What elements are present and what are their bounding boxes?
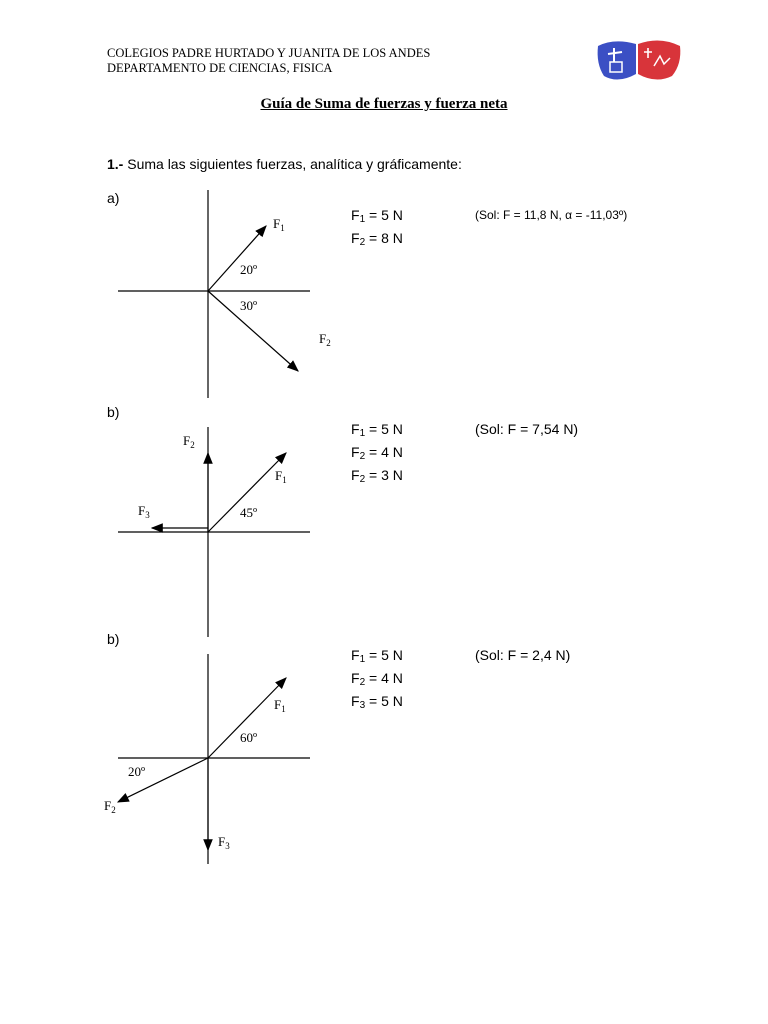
problem-a-label: a) bbox=[107, 190, 120, 206]
vector-label: $F_2$ bbox=[319, 331, 331, 348]
logo-blue-shield bbox=[598, 41, 636, 79]
vector-f1 bbox=[208, 678, 286, 758]
force-list-a bbox=[351, 206, 403, 252]
force-item: $F_3 = 5$ N bbox=[351, 693, 403, 711]
angle-label: 20º bbox=[240, 262, 258, 277]
angle-label: 30º bbox=[240, 298, 258, 313]
force-list-b2 bbox=[351, 646, 403, 715]
vector-label: $F_1$ bbox=[273, 216, 285, 233]
logo-red-shield bbox=[638, 40, 680, 79]
force-item: $F_1 = 5$ N bbox=[351, 207, 403, 225]
question-1 bbox=[107, 156, 462, 172]
problem-a-diagram bbox=[110, 188, 350, 403]
force-item: $F_2 = 3$ N bbox=[351, 467, 403, 485]
department-name: DEPARTAMENTO DE CIENCIAS, FISICA bbox=[107, 61, 333, 75]
solution-b2: (Sol: F = 2,4 N) bbox=[475, 647, 571, 663]
school-name: COLEGIOS PADRE HURTADO Y JUANITA DE LOS ANDES bbox=[107, 46, 431, 60]
question-number: 1.- bbox=[107, 156, 124, 172]
vector-f1 bbox=[208, 453, 286, 532]
problem-b1-diagram bbox=[110, 425, 350, 640]
vector-label: $F_1$ bbox=[274, 697, 286, 714]
force-item: $F_1 = 5$ N bbox=[351, 421, 403, 439]
force-item: $F_2 = 4$ N bbox=[351, 670, 403, 688]
solution-b1: (Sol: F = 7,54 N) bbox=[475, 421, 579, 437]
force-item: $F_1 = 5$ N bbox=[351, 647, 403, 665]
vector-label: $F_2$ bbox=[183, 433, 195, 450]
force-list-b1 bbox=[351, 420, 403, 489]
vector-label: $F_3$ bbox=[218, 834, 230, 851]
vector-f1 bbox=[208, 226, 266, 291]
vector-label: $F_1$ bbox=[275, 468, 287, 485]
page-title: Guía de Suma de fuerzas y fuerza neta bbox=[260, 96, 508, 112]
force-item: $F_2 = 4$ N bbox=[351, 444, 403, 462]
problem-b2-label: b) bbox=[107, 631, 120, 647]
angle-label: 45º bbox=[240, 505, 258, 520]
force-item: $F_2 = 8$ N bbox=[351, 230, 403, 248]
angle-label: 60º bbox=[240, 730, 258, 745]
school-logo bbox=[592, 36, 684, 86]
question-text: Suma las siguientes fuerzas, analítica y gráficamente: bbox=[123, 156, 462, 172]
solution-a: (Sol: F = 11,8 N, α = -11,03º) bbox=[475, 208, 628, 222]
vector-label: $F_3$ bbox=[138, 503, 150, 520]
angle-label: 20º bbox=[128, 764, 146, 779]
problem-b2-diagram bbox=[100, 652, 350, 867]
vector-label: $F_2$ bbox=[104, 798, 116, 815]
problem-b1-label: b) bbox=[107, 404, 120, 420]
